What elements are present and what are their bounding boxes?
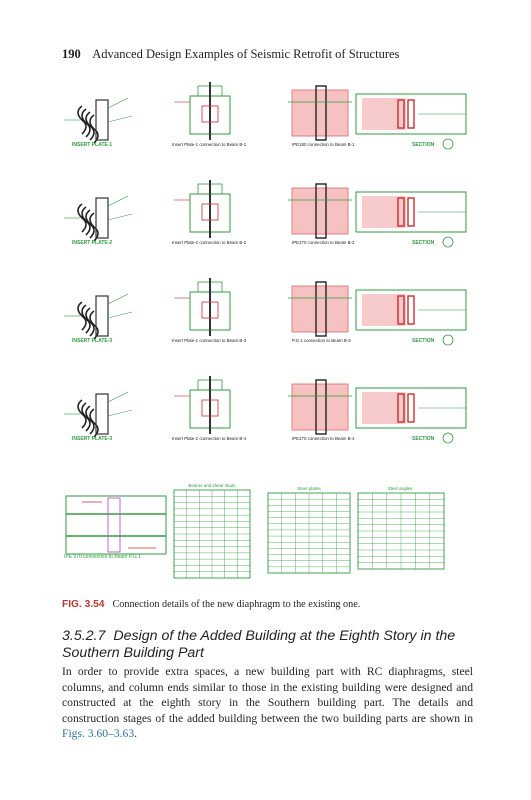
running-title: Advanced Design Examples of Seismic Retrofit of Structures [92, 47, 400, 61]
running-header [62, 47, 399, 62]
page-number: 190 [62, 47, 81, 61]
section-title-text: Design of the Added Building at the Eighth Story in the Southern Building Part [62, 628, 456, 661]
connection-details-figure [62, 78, 472, 598]
insert-plate-drawing [64, 294, 132, 344]
section-marker-label: SECTION [412, 436, 435, 442]
angles-table [358, 486, 444, 569]
beam-connection-drawing [288, 380, 466, 443]
plates-table-title: Steel plates [297, 486, 321, 491]
plate-connection-drawing [172, 180, 247, 245]
beam-connection-label: IPE270 connection to Beam B-2 [292, 240, 355, 245]
insert-plate-title: INSERT PLATE-3 [72, 338, 113, 344]
beam-connection-drawing [288, 282, 466, 345]
ipe270-detail-label: IPE 270 connection to Beam P.G.1 [64, 554, 141, 560]
ipe270-detail [64, 496, 166, 560]
angles-table-title: Steel angles [387, 486, 413, 491]
paragraph-text: In order to provide extra spaces, a new building part with RC diaphragms, steel columns, and column ends similar to those in the existing building were designed and constructed at the eighth story in the Southern building part. The details and construction stages of the added building between the two building parts are shown in [62, 665, 473, 725]
paragraph-end: . [134, 727, 138, 741]
figure-label: FIG. 3.54 [62, 599, 105, 610]
plate-connection-label: Insert Plate-1 connection to Beam B-3 [172, 338, 247, 343]
detail-rows [64, 82, 466, 443]
beams-table [174, 483, 250, 578]
plates-table [268, 486, 350, 573]
detail-row [64, 82, 466, 149]
section-number: 3.5.2.7 [62, 628, 106, 644]
beams-table-title: Beams and shear studs [188, 483, 236, 488]
plate-connection-drawing [172, 278, 247, 343]
detail-row [64, 180, 466, 247]
bottom-details [64, 483, 444, 578]
section-marker-label: SECTION [412, 240, 435, 246]
figure-reference-link[interactable]: Figs. 3.60–3.63 [62, 727, 135, 741]
section-marker-label: SECTION [412, 142, 435, 148]
insert-plate-drawing [64, 196, 132, 246]
plate-connection-label: Insert Plate-2 connection to Beam B-2 [172, 240, 247, 245]
beam-connection-label: P.G.1 connection to Beam B-3 [292, 338, 351, 343]
figure-caption-text: Connection details of the new diaphragm to the existing one. [112, 599, 361, 610]
section-marker-label: SECTION [412, 338, 435, 344]
beam-connection-drawing [288, 184, 466, 247]
beam-connection-drawing [288, 86, 466, 149]
insert-plate-title: INSERT PLATE-3 [72, 436, 113, 442]
insert-plate-drawing [64, 392, 132, 442]
detail-row [64, 278, 466, 345]
beam-connection-label: IPE180 connection to Beam B-1 [292, 142, 355, 147]
plate-connection-drawing [172, 376, 247, 441]
plate-connection-label: Insert Plate-1 connection to Beam B-1 [172, 142, 247, 147]
beam-connection-label: IPE270 connection to Beam B-4 [292, 436, 355, 441]
figure-caption [62, 599, 482, 610]
plate-connection-drawing [172, 82, 247, 147]
body-paragraph [62, 664, 473, 742]
figure-drawing [62, 78, 472, 598]
plate-connection-label: Insert Plate-2 connection to Beam B-4 [172, 436, 247, 441]
insert-plate-drawing [64, 98, 132, 148]
section-heading [62, 628, 482, 662]
insert-plate-title: INSERT PLATE-1 [72, 142, 113, 148]
detail-row [64, 376, 466, 443]
insert-plate-title: INSERT PLATE-2 [72, 240, 113, 246]
